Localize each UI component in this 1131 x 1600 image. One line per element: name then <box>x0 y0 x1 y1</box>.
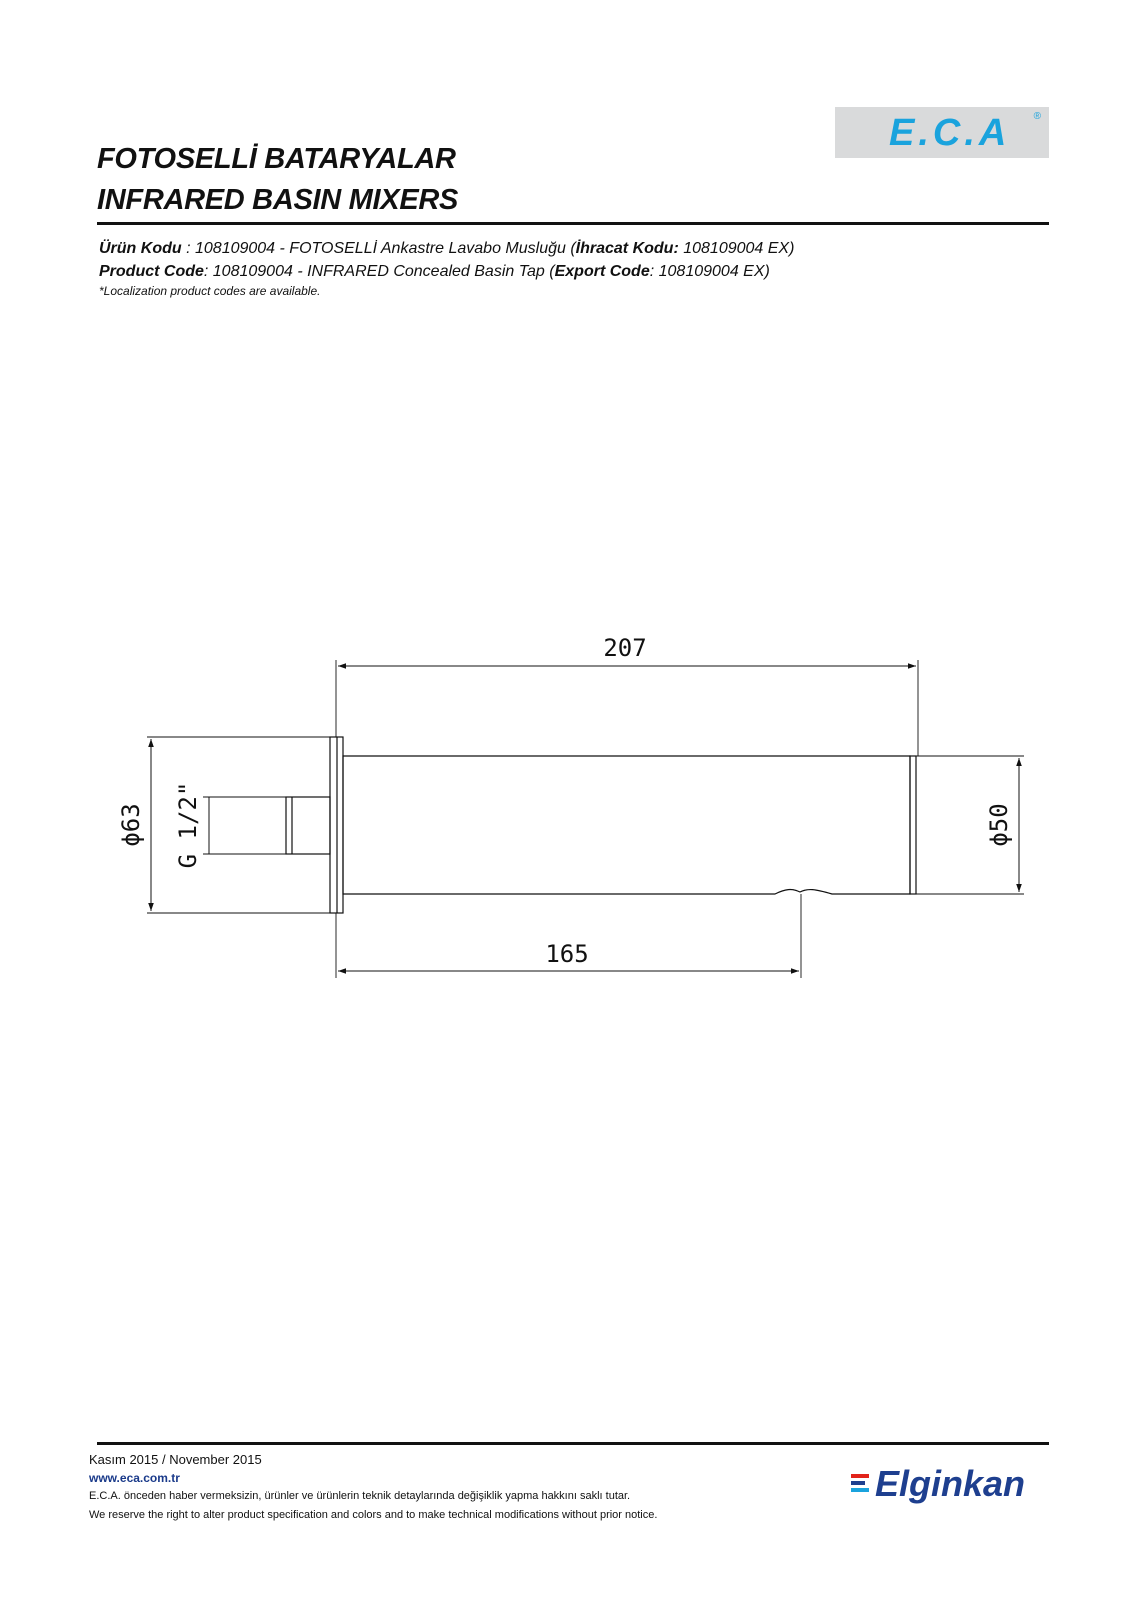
export-code-en-value: : 108109004 EX) <box>649 263 770 280</box>
eca-logo-text: E.C.A <box>889 112 1011 154</box>
footer-website-link[interactable]: www.eca.com.tr <box>89 1471 180 1485</box>
footer-disclaimer-tr: E.C.A. önceden haber vermeksizin, ürünler ve ürünlerin teknik detaylarında değişiklik yapma hakkını saklı tutar. <box>89 1490 631 1502</box>
localization-note: *Localization product codes are available. <box>99 284 321 298</box>
dim-label-207: 207 <box>603 634 647 662</box>
dim-label-thread: G 1/2" <box>174 781 202 869</box>
elginkan-mark-icon <box>851 1474 871 1496</box>
footer-divider <box>97 1442 1049 1445</box>
page-title-en: INFRARED BASIN MIXERS <box>97 184 459 216</box>
product-code-en-text: : 108109004 - INFRARED Concealed Basin Tap ( <box>203 263 555 280</box>
body-outline <box>343 756 910 894</box>
product-code-en-label: Product Code <box>99 263 204 280</box>
registered-mark: ® <box>1033 111 1041 122</box>
export-code-en-label: Export Code <box>554 263 650 280</box>
end-cap <box>910 756 916 894</box>
product-code-tr-label: Ürün Kodu <box>99 240 182 257</box>
dim-label-50: ϕ50 <box>985 803 1013 847</box>
elginkan-logo-text: Elginkan <box>875 1463 1026 1504</box>
footer-disclaimer-en: We reserve the right to alter product specification and colors and to make technical modifications without prior notice. <box>89 1509 658 1521</box>
export-code-tr-label: İhracat Kodu: <box>575 240 679 257</box>
product-code-tr-text: : 108109004 - FOTOSELLİ Ankastre Lavabo Musluğu ( <box>181 240 576 257</box>
dim-label-165: 165 <box>545 940 589 968</box>
dim-label-63: ϕ63 <box>117 803 145 847</box>
footer-date: Kasım 2015 / November 2015 <box>89 1452 262 1467</box>
page-title-tr: FOTOSELLİ BATARYALAR <box>97 143 456 175</box>
export-code-tr-value: 108109004 EX) <box>678 240 795 257</box>
